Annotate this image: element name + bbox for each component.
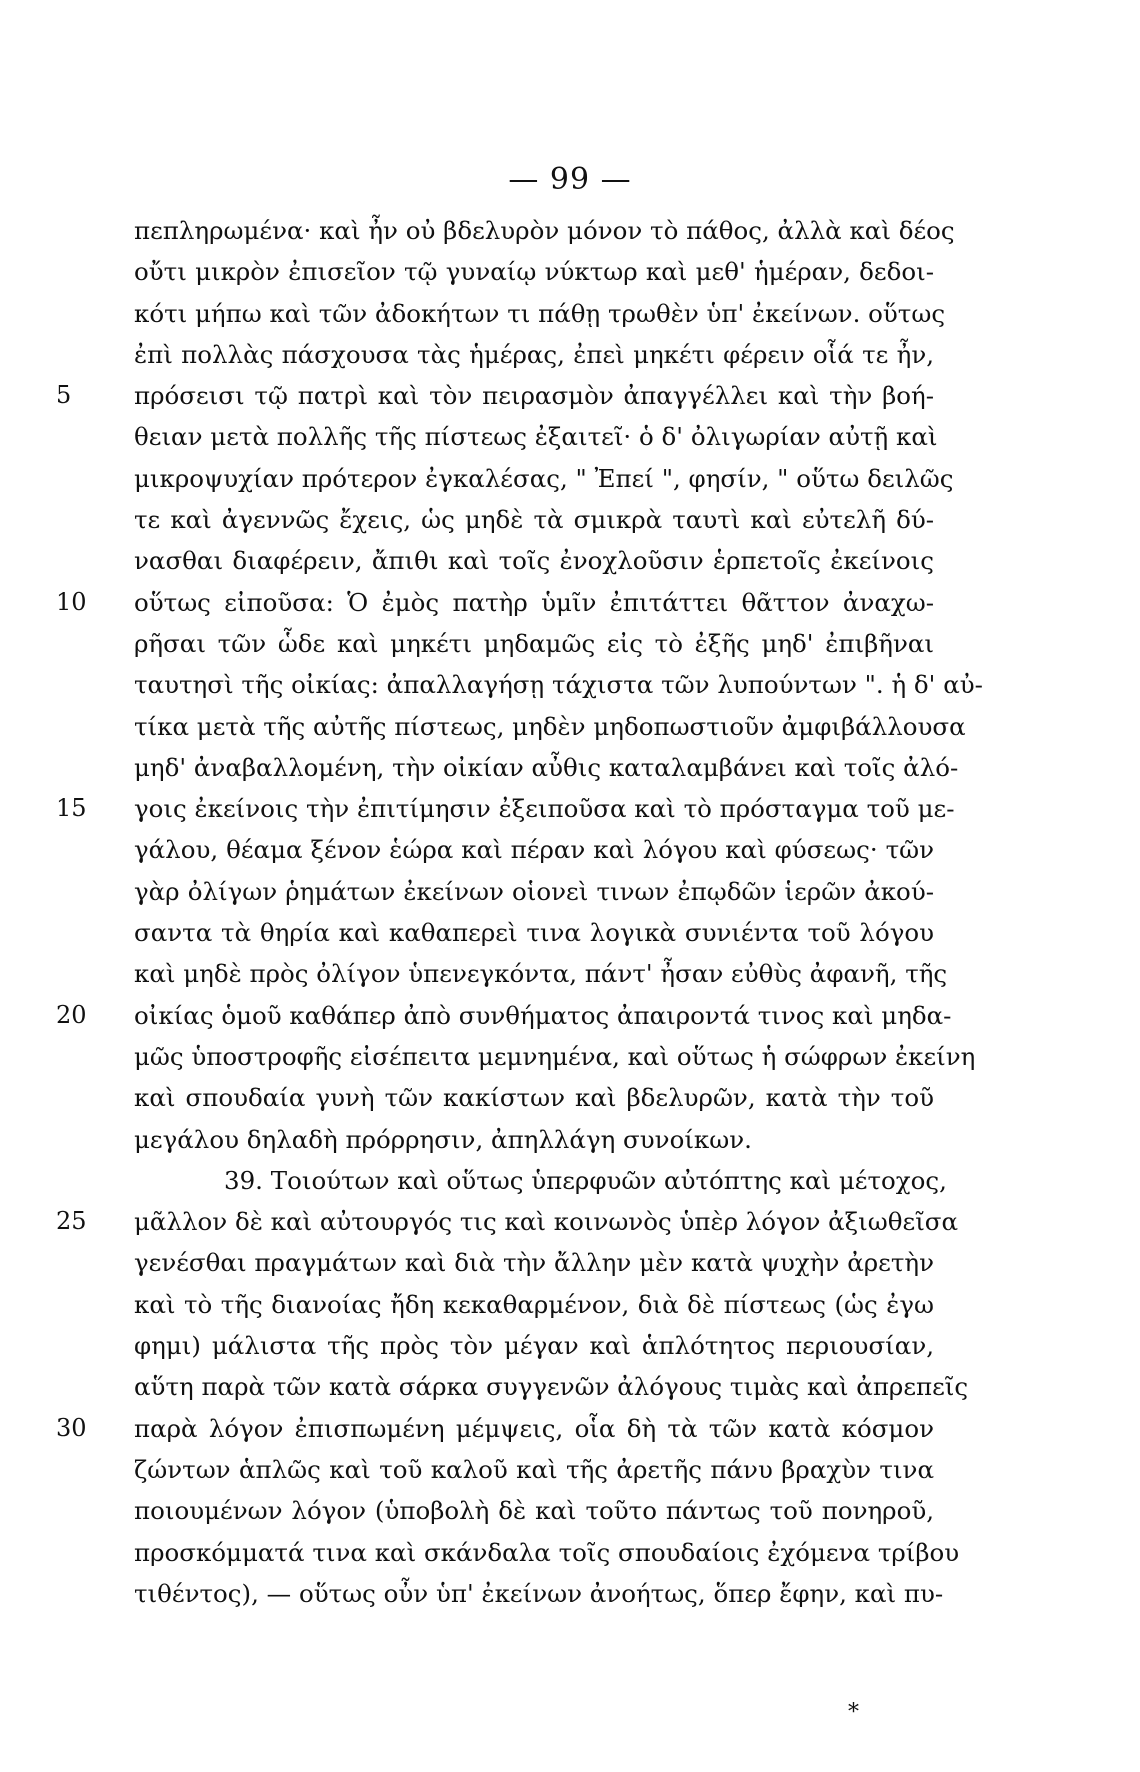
- line-number: 20: [56, 1000, 87, 1029]
- line-number: 15: [56, 794, 87, 823]
- text-line: μικροψυχίαν πρότερον ἐγκαλέσας, " Ἐπεί ", φησίν, " οὕτω δειλῶς: [134, 463, 954, 493]
- paragraph-start-line: 39. Τοιούτων καὶ οὕτως ὑπερφυῶν αὐτόπτης καὶ μέτοχος,: [224, 1165, 947, 1195]
- text-line: οὔτι μικρὸν ἐπισεῖον τῷ γυναίῳ νύκτωρ καὶ μεθ' ἡμέραν, δεδοι-: [134, 257, 934, 287]
- text-line: καὶ σπουδαία γυνὴ τῶν κακίστων καὶ βδελυρῶν, κατὰ τὴν τοῦ: [134, 1083, 934, 1113]
- text-line: 20 οἰκίας ὁμοῦ καθάπερ ἀπὸ συνθήματος ἀπαιροντά τινος καὶ μηδα-: [134, 995, 934, 1036]
- signature-mark: *: [848, 1700, 859, 1725]
- text-line: θειαν μετὰ πολλῆς τῆς πίστεως ἐξαιτεῖ· ὁ δ' ὀλιγωρίαν αὐτῇ καὶ: [134, 422, 938, 452]
- text-line: καὶ μηδὲ πρὸς ὀλίγον ὑπενεγκόντα, πάντ' ἦσαν εὐθὺς ἀφανῆ, τῆς: [134, 959, 948, 989]
- text-line: τίκα μετὰ τῆς αὐτῆς πίστεως, μηδὲν μηδοπωστιοῦν ἀμφιβάλλουσα: [134, 711, 966, 741]
- line-number: 5: [56, 381, 72, 410]
- text-line: φημι) μάλιστα τῆς πρὸς τὸν μέγαν καὶ ἁπλότητος περιουσίαν,: [134, 1331, 934, 1361]
- text-line: ποιουμένων λόγον (ὑποβολὴ δὲ καὶ τοῦτο πάντως τοῦ πονηροῦ,: [134, 1496, 934, 1526]
- text-line: μῶς ὑποστροφῆς εἰσέπειτα μεμνημένα, καὶ οὕτως ἡ σώφρων ἐκείνη: [134, 1041, 976, 1071]
- text-line: κότι μήπω καὶ τῶν ἀδοκήτων τι πάθῃ τρωθὲν ὑπ' ἐκείνων. οὕτως: [134, 298, 946, 328]
- text-line: καὶ τὸ τῆς διανοίας ἤδη κεκαθαρμένον, διὰ δὲ πίστεως (ὡς ἐγω: [134, 1289, 934, 1319]
- line-number: 10: [56, 587, 87, 616]
- text-line: 5 πρόσεισι τῷ πατρὶ καὶ τὸν πειρασμὸν ἀπαγγέλλει καὶ τὴν βοή-: [134, 375, 934, 416]
- text-line: γάλου, θέαμα ξένον ἑώρα καὶ πέραν καὶ λόγου καὶ φύσεως· τῶν: [134, 835, 934, 865]
- text-line: 10 οὕτως εἰποῦσα: Ὁ ἐμὸς πατὴρ ὑμῖν ἐπιτάττει θᾶττον ἀναχω-: [134, 582, 934, 623]
- text-line: τε καὶ ἀγεννῶς ἔχεις, ὡς μηδὲ τὰ σμικρὰ ταυτὶ καὶ εὐτελῆ δύ-: [134, 505, 934, 535]
- text-line: 25 μᾶλλον δὲ καὶ αὐτουργός τις καὶ κοινωνὸς ὑπὲρ λόγον ἀξιωθεῖσα: [134, 1201, 934, 1242]
- text-line: τιθέντος), — οὕτως οὖν ὑπ' ἐκείνων ἀνοήτως, ὅπερ ἔφην, καὶ πυ-: [134, 1578, 944, 1608]
- text-line: γενέσθαι πραγμάτων καὶ διὰ τὴν ἄλλην μὲν κατὰ ψυχὴν ἀρετὴν: [134, 1248, 934, 1278]
- text-line: 15 γοις ἐκείνοις τὴν ἐπιτίμησιν ἐξειποῦσα καὶ τὸ πρόσταγμα τοῦ με-: [134, 788, 934, 829]
- text-line: προσκόμματά τινα καὶ σκάνδαλα τοῖς σπουδαίοις ἐχόμενα τρίβου: [134, 1537, 960, 1567]
- page-number: — 99 —: [508, 162, 632, 197]
- text-line: αὕτη παρὰ τῶν κατὰ σάρκα συγγενῶν ἀλόγους τιμὰς καὶ ἀπρεπεῖς: [134, 1372, 969, 1402]
- body-text: [56, 210, 983, 1614]
- text-line: 30 παρὰ λόγον ἐπισπωμένη μέμψεις, οἷα δὴ τὰ τῶν κατὰ κόσμον: [134, 1408, 934, 1449]
- text-line: γὰρ ὀλίγων ῥημάτων ἐκείνων οἱονεὶ τινων ἐπῳδῶν ἱερῶν ἀκού-: [134, 876, 934, 906]
- text-line: μεγάλου δηλαδὴ πρόρρησιν, ἀπηλλάγη συνοίκων.: [134, 1124, 752, 1154]
- line-number: 30: [56, 1413, 87, 1442]
- text-line: ρῆσαι τῶν ὧδε καὶ μηκέτι μηδαμῶς εἰς τὸ ἐξῆς μηδ' ἐπιβῆναι: [134, 628, 934, 658]
- text-line: ζώντων ἁπλῶς καὶ τοῦ καλοῦ καὶ τῆς ἀρετῆς πάνυ βραχὺν τινα: [134, 1454, 934, 1484]
- text-line: σαντα τὰ θηρία καὶ καθαπερεὶ τινα λογικὰ συνιέντα τοῦ λόγου: [134, 918, 934, 948]
- text-line: ταυτησὶ τῆς οἰκίας: ἀπαλλαγήσῃ τάχιστα τῶν λυπούντων ". ἡ δ' αὐ-: [134, 670, 983, 700]
- text-line: μηδ' ἀναβαλλομένη, τὴν οἰκίαν αὖθις καταλαμβάνει καὶ τοῖς ἀλό-: [134, 752, 959, 782]
- text-line: πεπληρωμένα· καὶ ἦν οὐ βδελυρὸν μόνον τὸ πάθος, ἀλλὰ καὶ δέος: [134, 216, 955, 245]
- text-line: νασθαι διαφέρειν, ἄπιθι καὶ τοῖς ἐνοχλοῦσιν ἑρπετοῖς ἐκείνοις: [134, 546, 934, 576]
- line-number: 25: [56, 1207, 87, 1236]
- text-line: ἐπὶ πολλὰς πάσχουσα τὰς ἡμέρας, ἐπεὶ μηκέτι φέρειν οἷά τε ἦν,: [134, 339, 934, 369]
